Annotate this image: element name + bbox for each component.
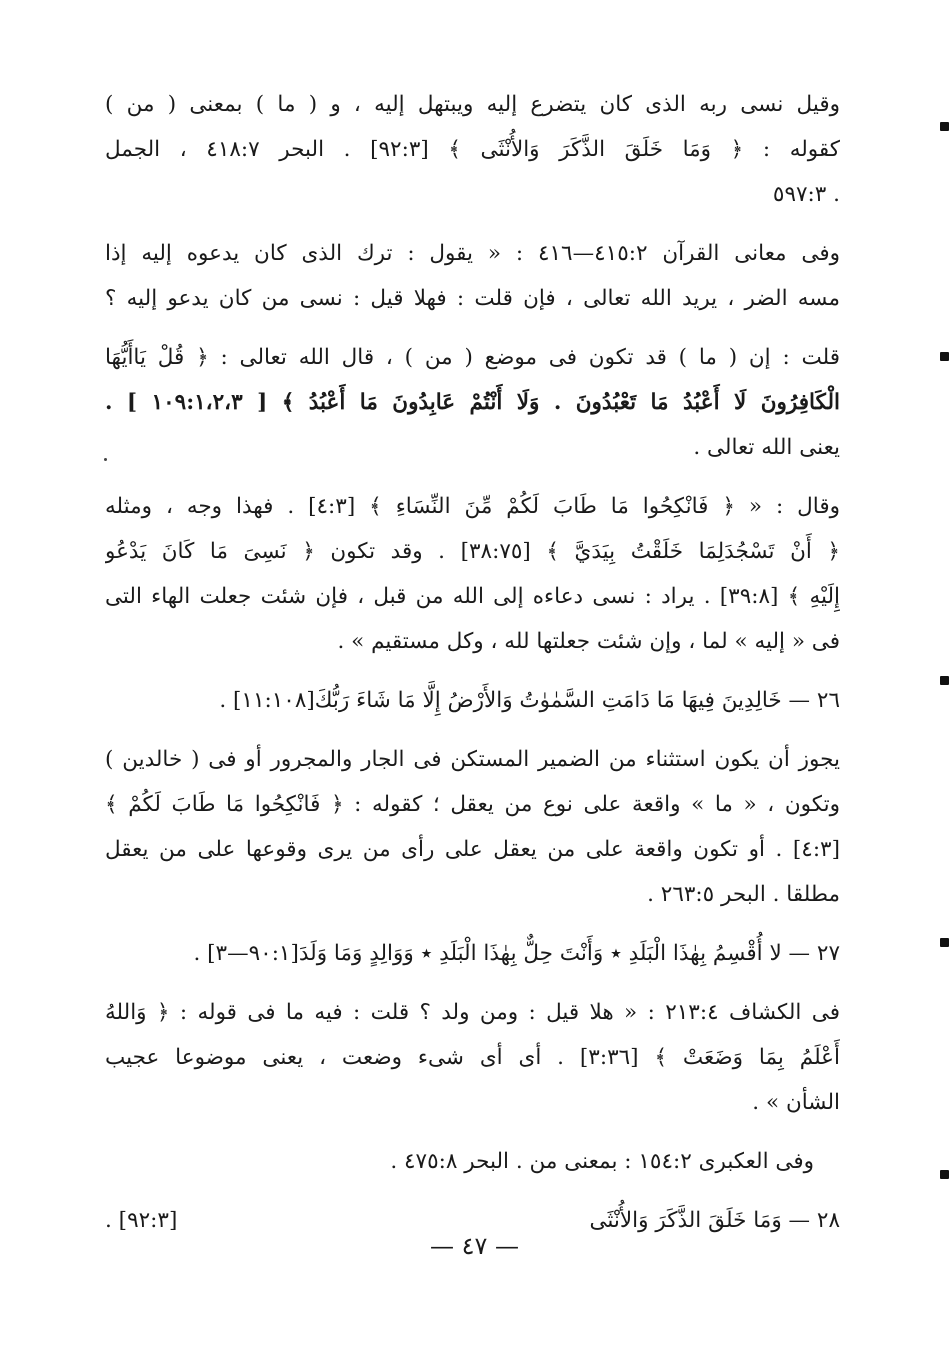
text-line: مطلقا . البحر ٢٦٣:٥ .	[647, 882, 840, 907]
verse-heading: ٢٦ — خَالِدِينَ فِيهَا مَا دَامَتِ السَّمٰوٰتُ وَالأَرْضُ إِلَّا مَا شَاءَ رَبُّكَ[١١:١٠٨] .	[219, 688, 840, 713]
text-line: وقيل نسى ربه الذى كان يتضرع إليه ويبتهل إليه ، و ( ما ) بمعنى ( من )	[105, 92, 840, 117]
page-body	[105, 82, 840, 1243]
text-line: كقوله : ﴿ وَمَا خَلَقَ الذَّكَرَ وَالأُنْثَى ﴾ [٩٢:٣] . البحر ٤١٨:٧ ، الجمل	[105, 137, 840, 162]
text-line: يعنى الله تعالى .	[693, 435, 840, 460]
text-line: وفى معانى القرآن ٤١٥:٢—٤١٦ : « يقول : ترك الذى كان يدعوه إليه إذا	[105, 241, 840, 266]
paragraph-1	[105, 82, 840, 217]
paragraph-6	[105, 990, 840, 1125]
margin-mark	[940, 676, 949, 685]
paragraph-3	[105, 335, 840, 470]
margin-mark	[940, 122, 949, 131]
text-line: مسه الضر ، يريد الله تعالى ، فإن قلت : فهلا قيل : نسى من كان يدعو إليه ؟	[105, 286, 840, 311]
margin-mark	[940, 352, 949, 361]
text-line: فى الكشاف ٢١٣:٤ : « هلا قيل : ومن ولد ؟ قلت : فيه ما فى قوله : ﴿ وَاللهُ	[105, 1000, 840, 1025]
paragraph-4	[105, 484, 840, 664]
text-line: وفى العكبرى ١٥٤:٢ : بمعنى من . البحر ٤٧٥:٨ .	[390, 1149, 814, 1174]
verse-26	[105, 678, 840, 723]
text-line: يجوز أن يكون استثناء من الضمير المستكن فى الجار والمجرور أو فى ( خالدين )	[105, 747, 840, 772]
verse-heading: ٢٧ — لا أُقْسِمُ بِهٰذَا الْبَلَدِ ٭ وَأَنْتَ حِلٌّ بِهٰذَا الْبَلَدِ ٭ وَوَالِدٍ وَمَا وَلَدَ[٩٠:١—٣] .	[193, 941, 840, 966]
paragraph-5	[105, 737, 840, 917]
text-line: وتكون ، « ما » واقعة على نوع من يعقل ؛ كقوله : ﴿ فَانْكِحُوا مَا طَابَ لَكُمْ ﴾	[105, 792, 840, 817]
paragraph-2	[105, 231, 840, 321]
text-line: إِلَيْهِ ﴾ [٣٩:٨] . يراد : نسى دعاءه إلى الله من قبل ، فإن شئت جعلت الهاء التى	[105, 584, 840, 609]
margin-mark	[940, 1170, 949, 1179]
verse-27	[105, 931, 840, 976]
text-line: قلت : إن ( ما ) قد تكون فى موضع ( من ) ، قال الله تعالى : ﴿ قُلْ يَاأَيُّهَا	[105, 345, 840, 370]
paragraph-7	[105, 1139, 840, 1184]
text-line: الشأن » .	[752, 1090, 840, 1115]
text-line: فى « إليه » لما ، وإن شئت جعلتها لله ، وكل مستقيم » .	[337, 629, 840, 654]
text-line: [٤:٣] . أو تكون واقعة على من يعقل على رأى من يرى وقوعها على من يعقل	[105, 837, 840, 862]
text-line: أَعْلَمُ بِمَا وَضَعَتْ ﴾ [٣:٣٦] . أى أى شىء وضعت ، يعنى موضوعا عجيب	[105, 1045, 840, 1070]
margin-mark	[940, 938, 949, 947]
verse-line: الْكَافِرُونَ لَا أَعْبُدُ مَا تَعْبُدُونَ . وَلَا أَنْتُمْ عَابِدُونَ مَا أَعْبُدُ ﴾ [ ١٠٩:١،٢،٣ ] .	[105, 390, 840, 415]
text-line: . ٥٩٧:٣	[772, 182, 840, 207]
text-line: وقال : « ﴿ فَانْكِحُوا مَا طَابَ لَكُمْ مِّنَ النِّسَاءِ ﴾ [٤:٣] . فهذا وجه ، ومثله	[105, 494, 840, 519]
verse-heading: ٢٨ — وَمَا خَلَقَ الذَّكَرَ وَالأُنْثَى	[589, 1208, 840, 1233]
page-number: — ٤٧ —	[429, 1232, 520, 1260]
verse-reference: [٩٢:٣] .	[105, 1208, 178, 1233]
text-line: ﴿ أَنْ تَسْجُدَلِمَا خَلَقْتُ بِيَدَيَّ ﴾ [٣٨:٧٥] . وقد تكون ﴿ نَسِىَ مَا كَانَ يَدْعُو	[105, 539, 840, 564]
